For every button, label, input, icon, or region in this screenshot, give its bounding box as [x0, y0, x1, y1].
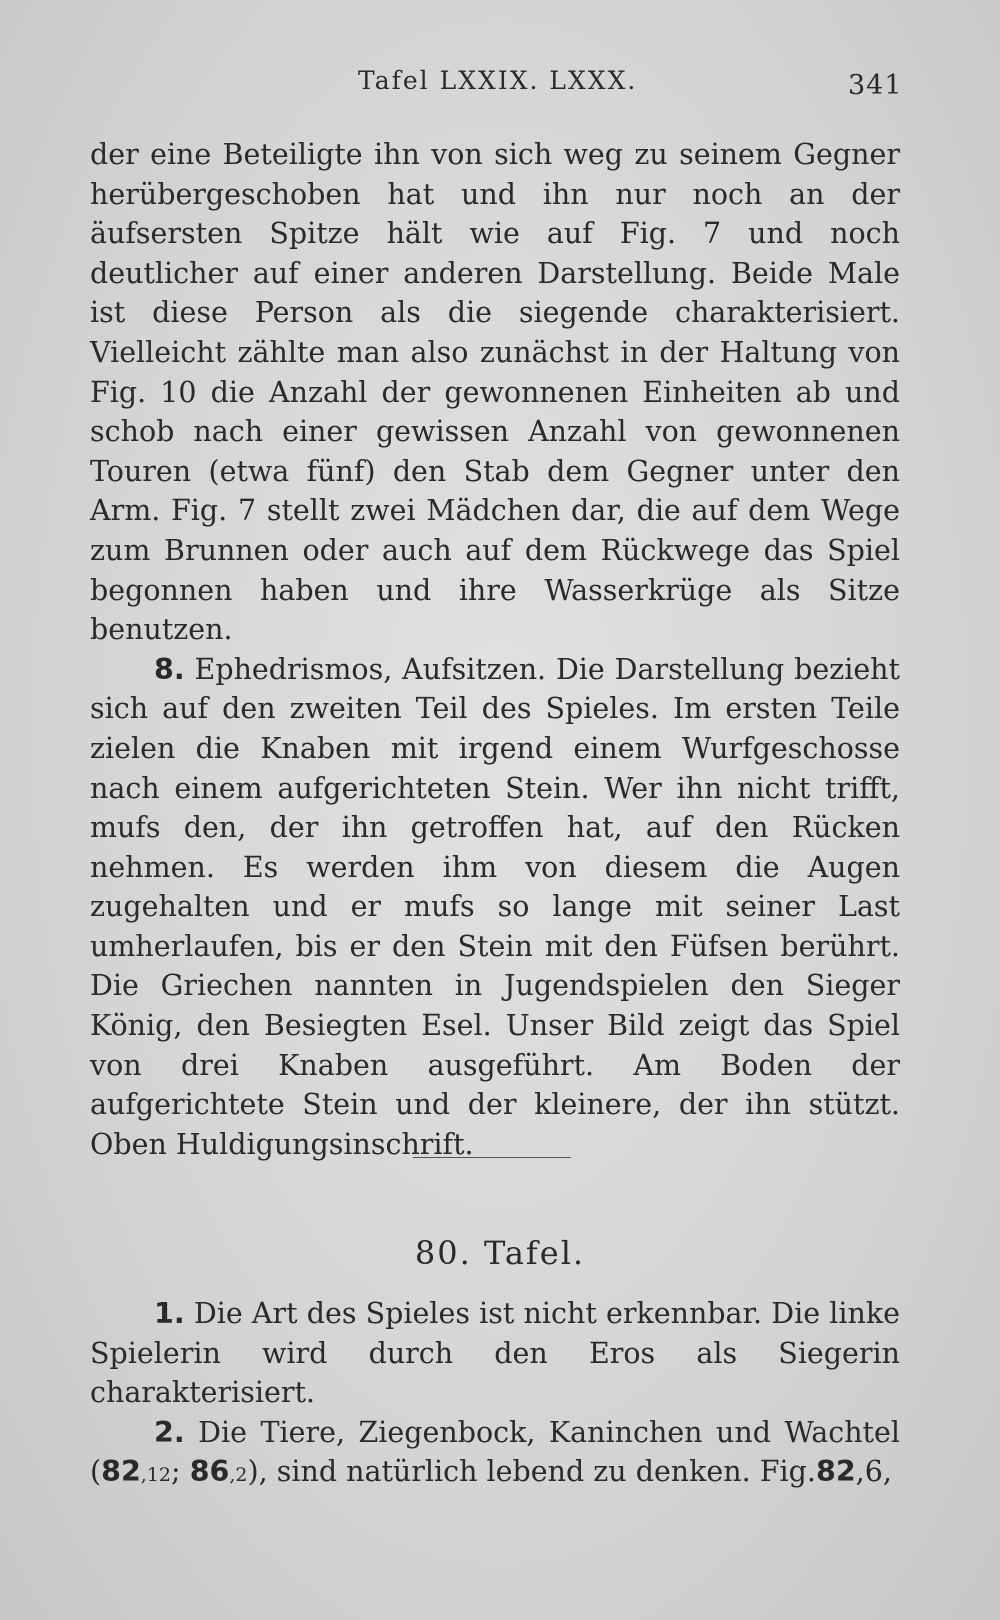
paragraph-text: Ephedrismos, Aufsitzen. Die Darstellung bezieht sich auf den zweiten Teil des Spieles. Im ersten Teile zielen die Knaben mit irgend einem Wurfgeschosse nach einem aufgerichteten Stein. Wer ihn nicht trifft, mufs den, der ihn getroffen hat, auf den Rücken nehmen. Es werden ihm von diesem die Augen zugehalten und er mufs so lange mit seiner Last umherlaufen, bis er den Stein mit den Füfsen berührt. Die Griechen nannten in Jugendspielen den Sieger König, den Besiegten Esel. Unser Bild zeigt das Spiel von drei Knaben ausgeführt. Am Boden der aufgerichtete Stein und der kleinere, der ihn stützt. Oben Huldigungsinschrift. — [90, 652, 900, 1161]
running-title: Tafel LXXIX. LXXX. — [358, 66, 638, 95]
item-number: 2. — [154, 1415, 185, 1449]
figure-ref-sub: ,2 — [229, 1464, 248, 1487]
figure-ref-sub: ,12 — [140, 1464, 172, 1487]
figure-ref: 82 — [815, 1455, 856, 1489]
text-block-tafel-79 — [90, 135, 900, 1164]
paragraph-item-8 — [90, 650, 900, 1165]
text-block-tafel-80 — [90, 1294, 900, 1496]
page-number: 341 — [848, 70, 903, 101]
section-divider — [413, 1157, 571, 1158]
item-number: 8. — [154, 652, 185, 686]
running-head — [0, 66, 1000, 106]
section-heading: 80. Tafel. — [414, 1234, 586, 1272]
figure-ref-tail: ,6, — [855, 1455, 892, 1489]
paragraph-continuation: der eine Beteiligte ihn von sich weg zu seinem Gegner herübergeschoben hat und ihn nur noch an der äufsersten Spitze hält wie auf Fig. 7 und noch deutlicher auf einer anderen Darstellung. Beide Male ist diese Person als die siegende charakterisiert. Vielleicht zählte man also zunächst in der Haltung von Fig. 10 die Anzahl der gewonnenen Einheiten ab und schob nach einer gewissen Anzahl von gewonnenen Touren (etwa fünf) den Stab dem Gegner unter den Arm. Fig. 7 stellt zwei Mädchen dar, die auf dem Wege zum Brunnen oder auch auf dem Rückwege das Spiel begonnen haben und ihre Wasserkrüge als Sitze benutzen. — [90, 138, 900, 647]
item-number: 1. — [154, 1297, 185, 1330]
ref-separator: ; — [171, 1455, 181, 1489]
paragraph-text: Die Tiere, Ziegenbock, Kaninchen und Wachtel ( — [90, 1415, 900, 1489]
paragraph-text: Die Art des Spieles ist nicht erkennbar. Die linke Spielerin wird durch den Eros als Siegerin charakterisiert. — [90, 1297, 900, 1410]
figure-ref: 82 — [101, 1455, 141, 1489]
paragraph-text: ), sind natürlich lebend zu denken. Fig. — [247, 1455, 816, 1489]
paragraph-item-1 — [90, 1294, 900, 1413]
paragraph-item-2 — [90, 1413, 900, 1496]
figure-ref: 86 — [189, 1455, 230, 1489]
